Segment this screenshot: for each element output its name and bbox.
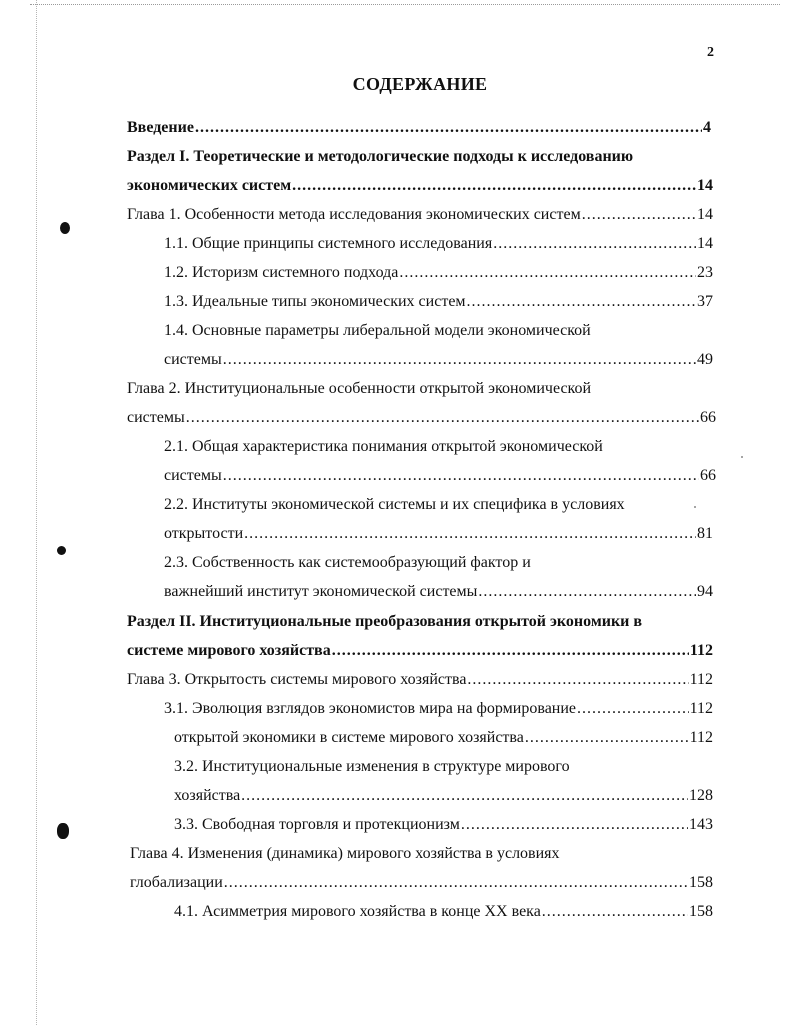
toc-entry-3-2: 3.2. Институциональные изменения в структуре мирового xyxy=(174,758,570,775)
toc-entry-chapter-1: Глава 1. Особенности метода исследования экономических систем ..... 14 xyxy=(127,201,713,229)
toc-entry-3-3: 3.3. Свободная торговля и протекционизм ..... 143 xyxy=(174,811,713,839)
page-number: 2 xyxy=(707,45,714,60)
toc-entry-2-1-cont: системы ..... 66 xyxy=(164,462,716,490)
toc-entry-chapter-4-cont: глобализации ..... 158 xyxy=(130,869,713,897)
toc-entry-section-1-cont: экономических систем ..... 14 xyxy=(127,172,713,200)
toc-entry-introduction: Введение ..... 4 xyxy=(127,114,711,142)
toc-entry-1-3: 1.3. Идеальные типы экономических систем ..... 37 xyxy=(164,288,713,316)
toc-entry-3-2-cont: хозяйства ..... 128 xyxy=(174,782,713,810)
toc-entry-2-3-cont: важнейший институт экономической системы ..... 94 xyxy=(164,578,713,606)
toc-entry-chapter-3: Глава 3. Открытость системы мирового хозяйства ..... 112 xyxy=(127,666,713,694)
toc-entry-section-2: Раздел II. Институциональные преобразования открытой экономики в xyxy=(127,613,643,630)
punch-hole-mark xyxy=(57,823,69,839)
toc-entry-2-3: 2.3. Собственность как системообразующий фактор и xyxy=(164,554,531,571)
toc-entry-2-1: 2.1. Общая характеристика понимания открытой экономической xyxy=(164,438,603,455)
toc-entry-chapter-2: Глава 2. Институциональные особенности открытой экономической xyxy=(127,380,592,397)
punch-hole-mark xyxy=(57,546,66,555)
scan-border-left xyxy=(36,0,38,1025)
scan-border-top xyxy=(30,4,780,6)
toc-entry-3-1-cont: открытой экономики в системе мирового хозяйства ..... 112 xyxy=(174,724,713,752)
toc-entry-1-1: 1.1. Общие принципы системного исследования ..... 14 xyxy=(164,230,713,258)
toc-entry-3-1: 3.1. Эволюция взглядов экономистов мира на формирование ..... 112 xyxy=(164,695,713,723)
toc-entry-1-2: 1.2. Историзм системного подхода ..... 23 xyxy=(164,259,713,287)
scan-speck xyxy=(694,506,696,508)
toc-entry-2-2-cont: открытости ..... 81 xyxy=(164,520,713,548)
toc-entry-2-2: 2.2. Институты экономической системы и их специфика в условиях xyxy=(164,496,625,513)
toc-entry-chapter-4: Глава 4. Изменения (динамика) мирового хозяйства в условиях xyxy=(130,845,560,862)
punch-hole-mark xyxy=(60,222,70,234)
toc-entry-section-2-cont: системе мирового хозяйства ..... 112 xyxy=(127,637,713,665)
toc-entry-section-1: Раздел I. Теоретические и методологические подходы к исследованию xyxy=(127,148,634,165)
toc-entry-1-4-cont: системы ..... 49 xyxy=(164,346,713,374)
toc-entry-4-1: 4.1. Асимметрия мирового хозяйства в конце XX века ..... 158 xyxy=(174,898,713,926)
toc-entry-chapter-2-cont: системы ..... 66 xyxy=(127,404,716,432)
toc-entry-1-4: 1.4. Основные параметры либеральной модели экономической xyxy=(164,322,591,339)
scan-speck xyxy=(741,456,743,458)
page-title: СОДЕРЖАНИЕ xyxy=(352,74,488,94)
